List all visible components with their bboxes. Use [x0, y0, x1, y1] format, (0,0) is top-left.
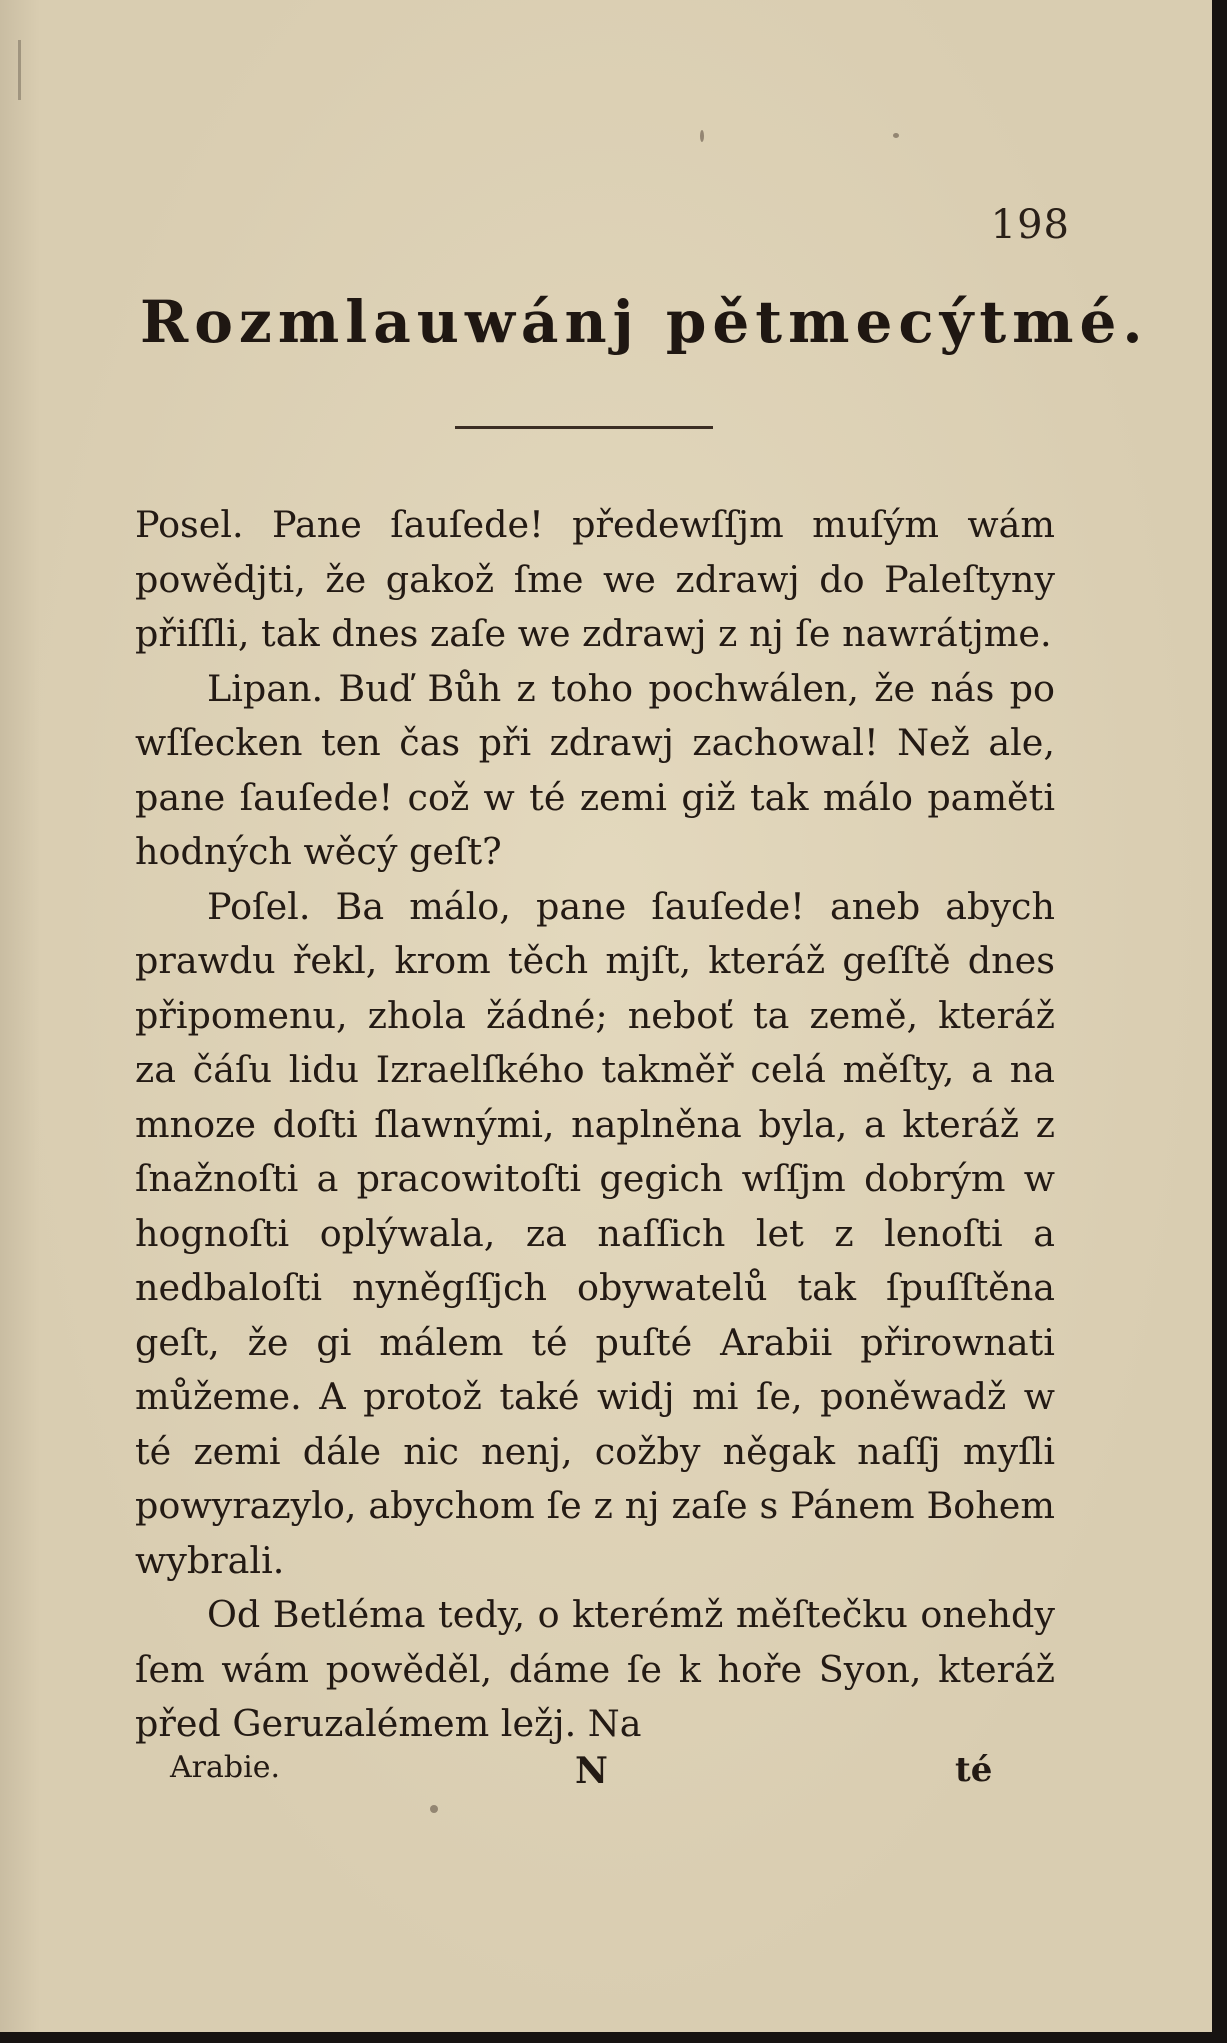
paragraph-1: Posel. Pane ſauſede! předewſſjm muſým wám powědjti, že gakož ſme we zdrawj do Paleſtyny přiſſli, tak dnes zaſe we zdrawj z nj ſe nawrátjme. [135, 503, 1055, 655]
signature-mark: Arabie. [170, 1750, 280, 1785]
paper-speck [430, 1805, 438, 1813]
page-number: 198 [990, 202, 1070, 248]
paragraph-3: Poſel. Ba málo, pane ſauſede! aneb abych prawdu řekl, krom těch mjſt, kteráž geſſtě dnes připomenu, zhola žádné; neboť ta země, kteráž za čáſu lidu Izraelſkého takměř celá měſty, a na mnoze doſti ſlawnými, naplněna byla, a kteráž z ſnažnoſti a pracowitoſti gegich wſſjm dobrým w hognoſti oplýwala, za naſſich let z lenoſti a nedbaloſti nyněgſſjch obywatelů tak ſpuſſtěna geſt, že gi málem té puſté Arabii přirownati můžeme. A protož také widj mi ſe, poněwadž w té zemi dále nic nenj, cožby něgak naſſj myſli powyrazylo, abychom ſe z nj zaſe s Pánem Bohem wybrali. [135, 884, 1055, 1582]
page-gutter-mark [18, 40, 21, 100]
body-text [135, 498, 1055, 1752]
catchword: té [955, 1750, 993, 1790]
paper-speck [893, 133, 899, 138]
title-divider [455, 426, 713, 429]
paragraph-2: Lipan. Buď Bůh z toho pochwálen, že nás po wſſecken ten čas při zdrawj zachowal! Než ale, pane ſauſede! což w té zemi giž tak málo paměti hodných wěcý geſt? [135, 666, 1055, 873]
paper-speck [700, 130, 704, 142]
paragraph-4: Od Betléma tedy, o kterémž měſtečku onehdy ſem wám powěděl, dáme ſe k hoře Syon, kteráž před Geruzalémem ležj. Na [135, 1593, 1055, 1745]
gathering-mark: N [575, 1750, 608, 1792]
chapter-title: Rozmlauwánj pětmecýtmé. [140, 288, 1149, 356]
